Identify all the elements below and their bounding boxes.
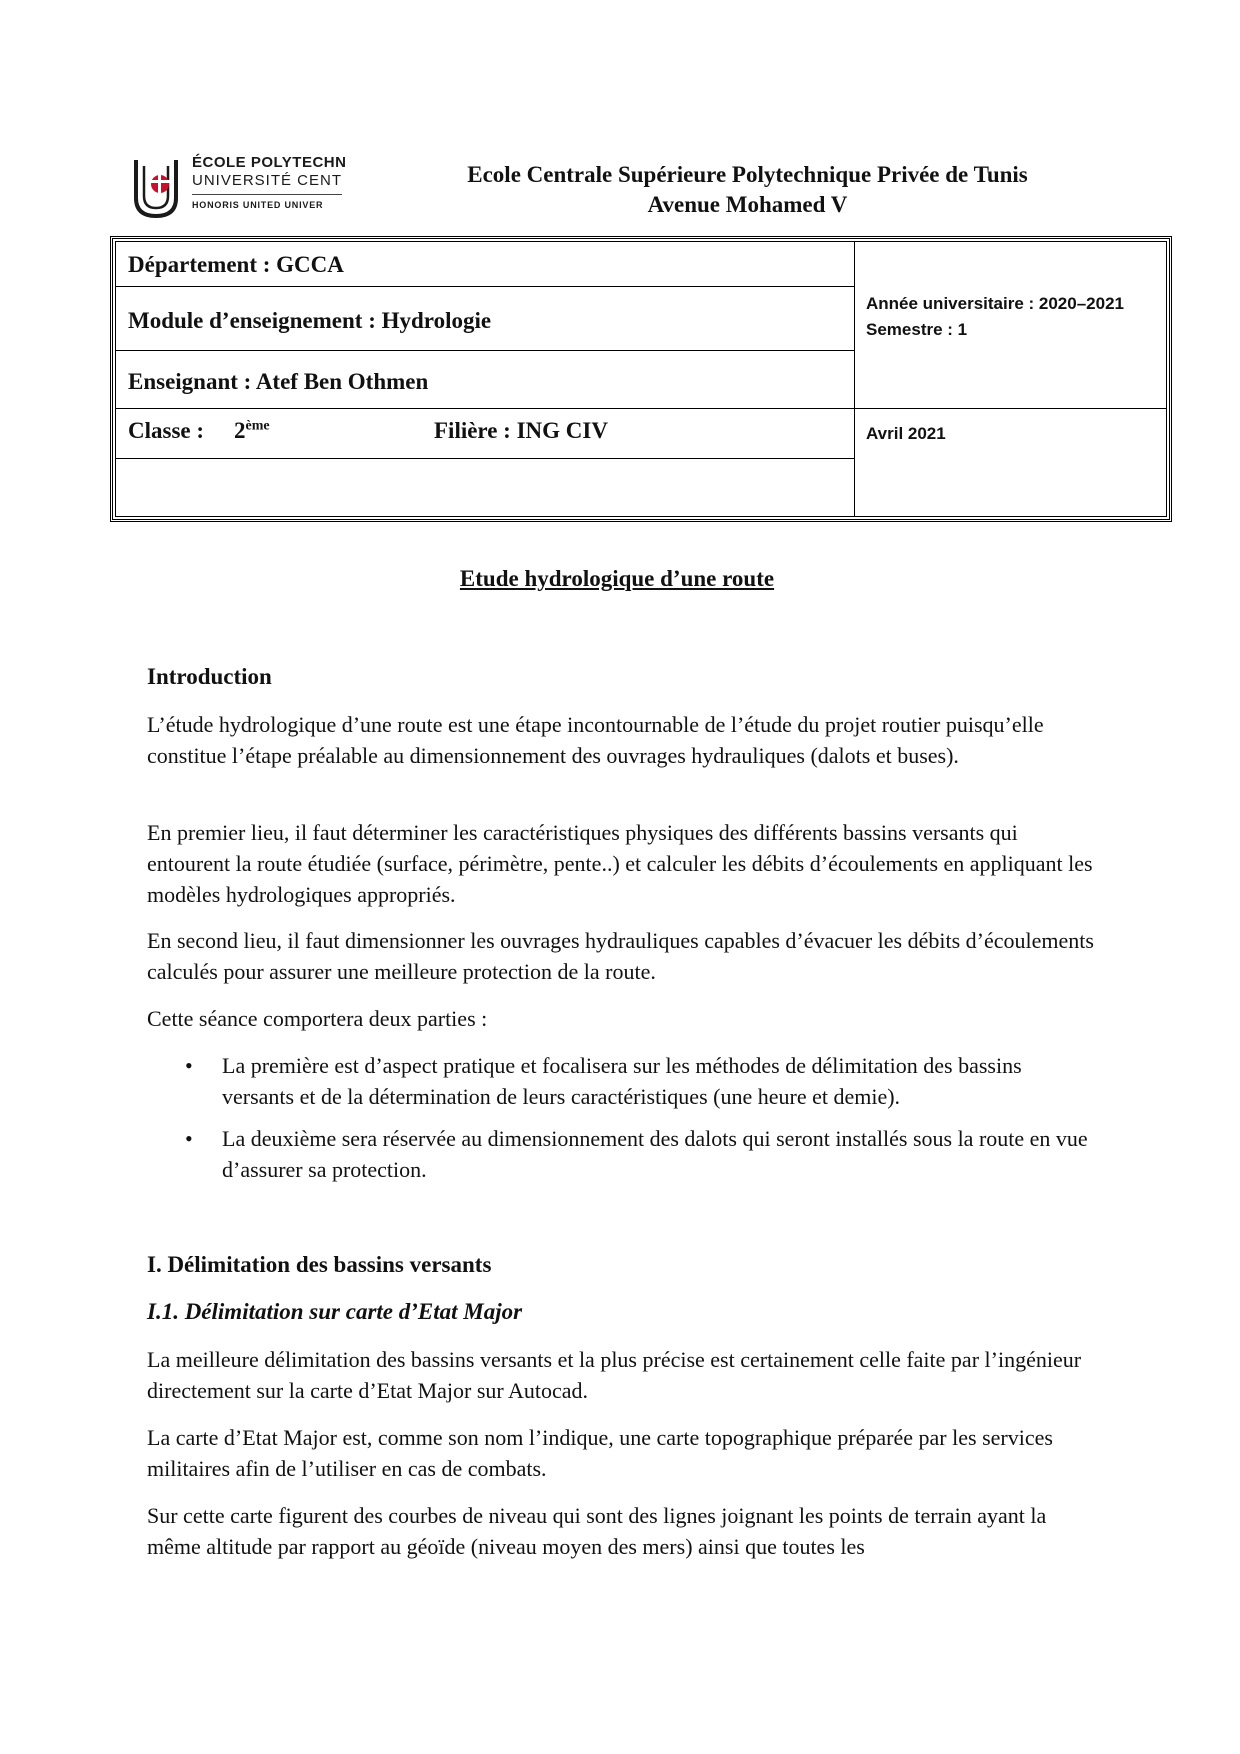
table-row-divider [116,458,854,459]
bullet-list [147,1050,1097,1196]
bullet-icon: • [185,1053,193,1078]
document-date: Avril 2021 [866,424,946,443]
paragraph-7: Sur cette carte figurent des courbes de niveau qui sont des lignes joignant les points de terrain ayant la même altitude par rapport au géoïde (niveau moyen des mers) ainsi que toutes les [147,1503,1047,1559]
enseignant-cell: Enseignant : Atef Ben Othmen [128,369,429,394]
classe-label: Classe : [128,418,205,443]
introduction-heading: Introduction [147,664,272,689]
school-emblem-icon [130,154,182,220]
document-title: Etude hydrologique d’une route [459,566,775,591]
section-heading-1: I. Délimitation des bassins versants [147,1252,492,1277]
table-column-divider [854,242,855,516]
classe-superscript: ème [245,418,270,434]
list-item-text: La première est d’aspect pratique et focalisera sur les méthodes de délimitation des bassins versants et de la détermination de leurs caractéristiques (une heure et demie). [222,1053,1022,1109]
module-cell: Module d’enseignement : Hydrologie [128,308,492,333]
list-item [147,1123,1097,1185]
classe-value [234,418,270,444]
logo-divider [192,194,342,195]
annee-universitaire: Année universitaire : 2020–2021 [866,294,1124,313]
school-name-line-1: Ecole Centrale Supérieure Polytechnique Privée de Tunis [467,162,1028,187]
logo-line-3: HONORIS UNITED UNIVER [192,200,324,210]
paragraph-6: La carte d’Etat Major est, comme son nom l’indique, une carte topographique préparée par les services militaires afin de l’utiliser en cas de combats. [147,1425,1053,1481]
list-item [147,1050,1097,1112]
paragraph-4: Cette séance comportera deux parties : [147,1006,488,1031]
list-item-text: La deuxième sera réservée au dimensionnement des dalots qui seront installés sous la route en vue d’assurer sa protection. [222,1126,1088,1182]
paragraph-5: La meilleure délimitation des bassins versants et la plus précise est certainement celle faite par l’ingénieur directement sur la carte d’Etat Major sur Autocad. [147,1347,1082,1403]
paragraph-2: En premier lieu, il faut déterminer les caractéristiques physiques des différents bassins versants qui entourent la route étudiée (surface, périmètre, pente..) et calculer les débits d’écoulements en appliquant les modèles hydrologiques appropriés. [147,820,1093,907]
paragraph-3: En second lieu, il faut dimensionner les ouvrages hydrauliques capables d’évacuer les débits d’écoulements calculés pour assurer une meilleure protection de la route. [147,928,1094,984]
logo-line-1: ÉCOLE POLYTECHN [192,154,347,171]
semestre: Semestre : 1 [866,320,968,339]
departement-cell: Département : GCCA [128,252,344,277]
school-logo [130,154,347,220]
subsection-heading-1-1: I.1. Délimitation sur carte d’Etat Major [147,1299,523,1324]
school-address: Avenue Mohamed V [647,192,848,217]
table-row-divider [116,350,854,351]
school-name [380,160,1115,220]
course-info-table [110,236,1172,522]
classe-number: 2 [234,418,246,443]
paragraph-1: L’étude hydrologique d’une route est une étape incontournable de l’étude du projet routier puisqu’elle constitue l’étape préalable au dimensionnement des ouvrages hydrauliques (dalots et buses). [147,712,1044,768]
table-row-divider [116,286,854,287]
filiere-cell: Filière : ING CIV [434,418,608,443]
logo-line-2: UNIVERSITÉ CENT [192,172,343,189]
bullet-icon: • [185,1126,193,1151]
page-header [0,0,1240,230]
course-info-table-inner [115,241,1167,517]
table-row-divider [116,408,1166,409]
